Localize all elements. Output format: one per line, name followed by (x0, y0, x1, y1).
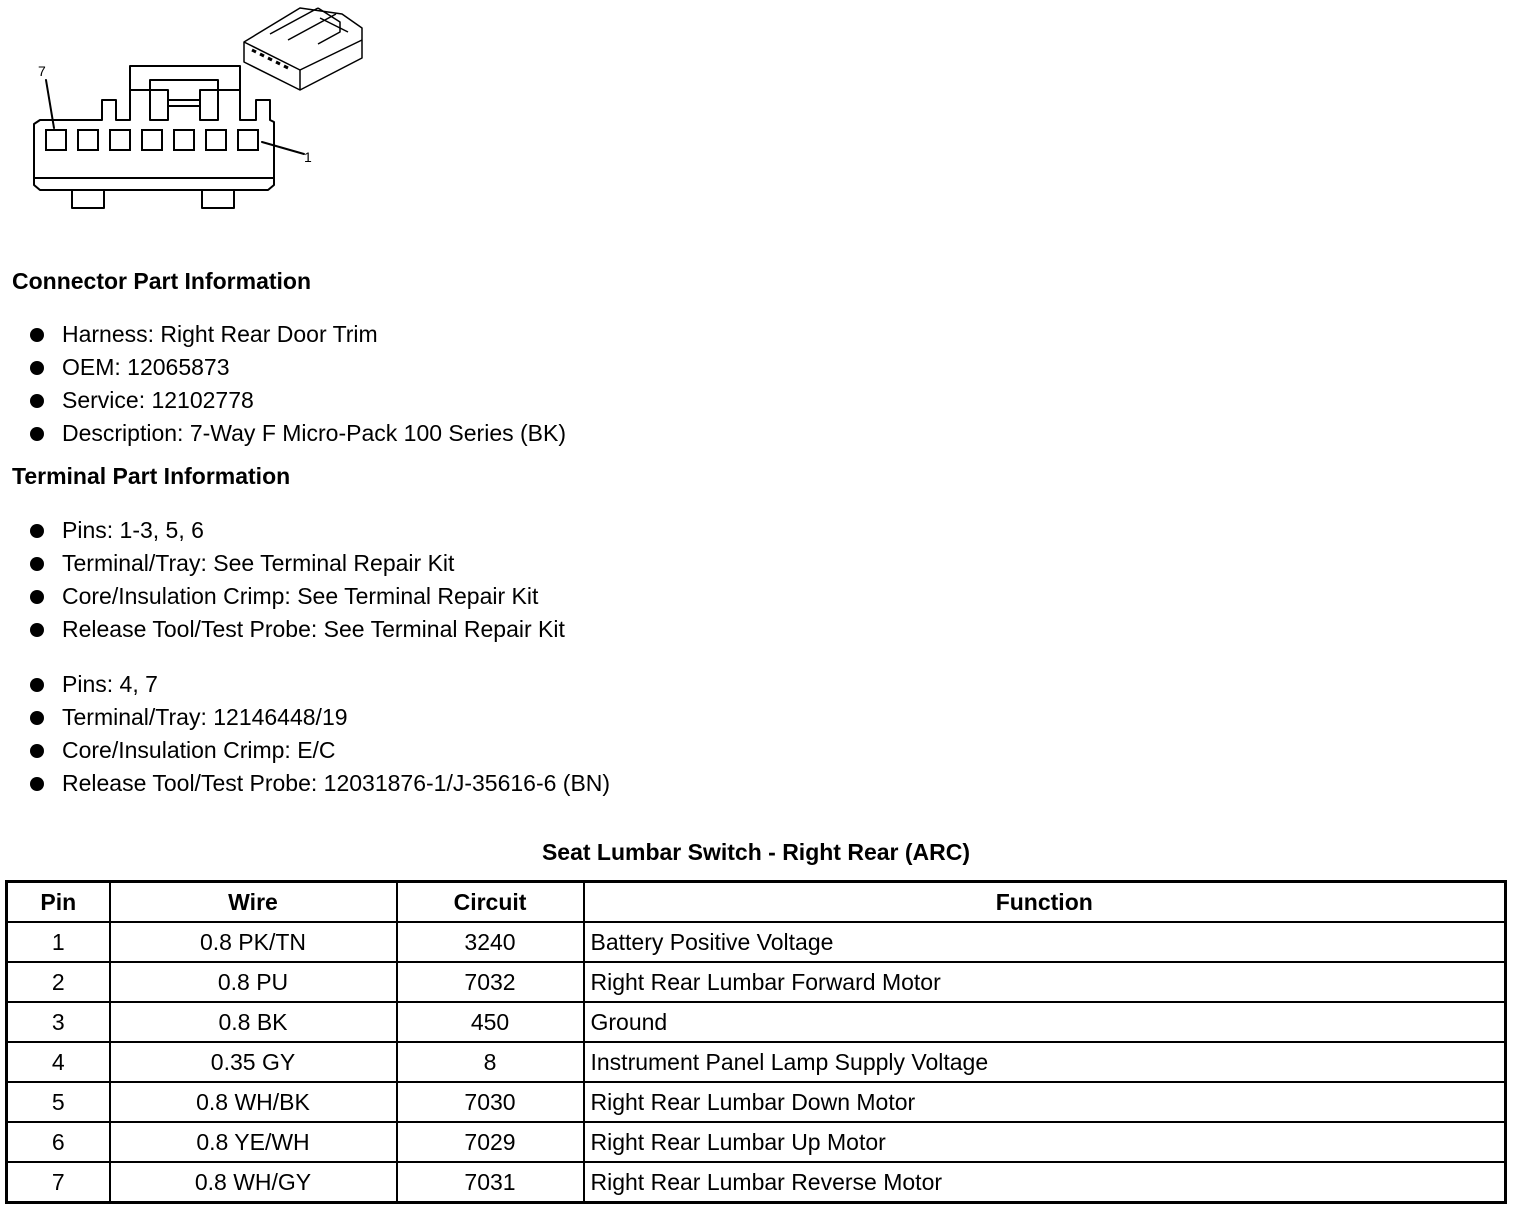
list-item: Harness: Right Rear Door Trim (30, 318, 566, 351)
bullet-icon (30, 711, 44, 725)
list-item: Core/Insulation Crimp: See Terminal Repair Kit (30, 580, 565, 613)
cell-wire: 0.8 BK (110, 1002, 397, 1042)
cell-wire: 0.8 PK/TN (110, 922, 397, 962)
cell-function: Right Rear Lumbar Down Motor (584, 1082, 1506, 1122)
table-row (7, 1122, 1506, 1162)
connector-part-heading: Connector Part Information (12, 268, 312, 294)
bullet-icon (30, 427, 44, 441)
terminal-part-list-1 (30, 514, 565, 646)
cell-pin: 4 (7, 1042, 110, 1082)
cell-wire: 0.8 PU (110, 962, 397, 1002)
column-header-pin: Pin (7, 882, 110, 923)
connector-diagram (0, 0, 380, 220)
table-row (7, 1002, 1506, 1042)
pin-cavity (110, 130, 130, 150)
list-item: Service: 12102778 (30, 384, 566, 417)
cell-wire: 0.8 WH/GY (110, 1162, 397, 1203)
table-title: Seat Lumbar Switch - Right Rear (ARC) (541, 839, 971, 865)
connector-part-list (30, 318, 566, 450)
table-row (7, 962, 1506, 1002)
terminal-part-list-2 (30, 668, 610, 800)
pin-cavity (174, 130, 194, 150)
cell-pin: 1 (7, 922, 110, 962)
list-item: Description: 7-Way F Micro-Pack 100 Series (BK) (30, 417, 566, 450)
pin-cavity (238, 130, 258, 150)
bullet-icon (30, 744, 44, 758)
cell-circuit: 450 (397, 1002, 584, 1042)
bullet-icon (30, 524, 44, 538)
pin-cavity (78, 130, 98, 150)
bullet-icon (30, 361, 44, 375)
cell-function: Ground (584, 1002, 1506, 1042)
cell-wire: 0.8 YE/WH (110, 1122, 397, 1162)
cell-circuit: 7030 (397, 1082, 584, 1122)
list-item: Terminal/Tray: 12146448/19 (30, 701, 610, 734)
column-header-function: Function (584, 882, 1506, 923)
table-row (7, 1082, 1506, 1122)
pin-label-right: 1 (304, 149, 312, 165)
cell-circuit: 8 (397, 1042, 584, 1082)
cell-pin: 5 (7, 1082, 110, 1122)
table-header-row (7, 882, 1506, 923)
cell-pin: 2 (7, 962, 110, 1002)
cell-circuit: 3240 (397, 922, 584, 962)
bullet-icon (30, 557, 44, 571)
cell-pin: 3 (7, 1002, 110, 1042)
cell-wire: 0.8 WH/BK (110, 1082, 397, 1122)
cell-wire: 0.35 GY (110, 1042, 397, 1082)
list-item: Pins: 4, 7 (30, 668, 610, 701)
pin-cavities (46, 130, 258, 150)
list-item: Pins: 1-3, 5, 6 (30, 514, 565, 547)
pin-cavity (46, 130, 66, 150)
list-item: OEM: 12065873 (30, 351, 566, 384)
terminal-part-heading: Terminal Part Information (12, 463, 291, 489)
cell-circuit: 7032 (397, 962, 584, 1002)
table-row (7, 1162, 1506, 1203)
list-item: Release Tool/Test Probe: 12031876-1/J-35616-6 (BN) (30, 767, 610, 800)
bullet-icon (30, 328, 44, 342)
list-item: Core/Insulation Crimp: E/C (30, 734, 610, 767)
connector-isometric-icon (244, 8, 362, 90)
cell-function: Instrument Panel Lamp Supply Voltage (584, 1042, 1506, 1082)
table-row (7, 922, 1506, 962)
cell-circuit: 7031 (397, 1162, 584, 1203)
cell-pin: 7 (7, 1162, 110, 1203)
bullet-icon (30, 590, 44, 604)
pin-label-left: 7 (38, 63, 46, 79)
cell-function: Battery Positive Voltage (584, 922, 1506, 962)
table-row (7, 1042, 1506, 1082)
pin-cavity (206, 130, 226, 150)
list-item: Terminal/Tray: See Terminal Repair Kit (30, 547, 565, 580)
cell-function: Right Rear Lumbar Up Motor (584, 1122, 1506, 1162)
cell-circuit: 7029 (397, 1122, 584, 1162)
pin-cavity (142, 130, 162, 150)
bullet-icon (30, 623, 44, 637)
bullet-icon (30, 777, 44, 791)
bullet-icon (30, 394, 44, 408)
cell-function: Right Rear Lumbar Reverse Motor (584, 1162, 1506, 1203)
bullet-icon (30, 678, 44, 692)
column-header-circuit: Circuit (397, 882, 584, 923)
list-item: Release Tool/Test Probe: See Terminal Repair Kit (30, 613, 565, 646)
cell-function: Right Rear Lumbar Forward Motor (584, 962, 1506, 1002)
column-header-wire: Wire (110, 882, 397, 923)
pinout-table (5, 880, 1507, 1204)
cell-pin: 6 (7, 1122, 110, 1162)
